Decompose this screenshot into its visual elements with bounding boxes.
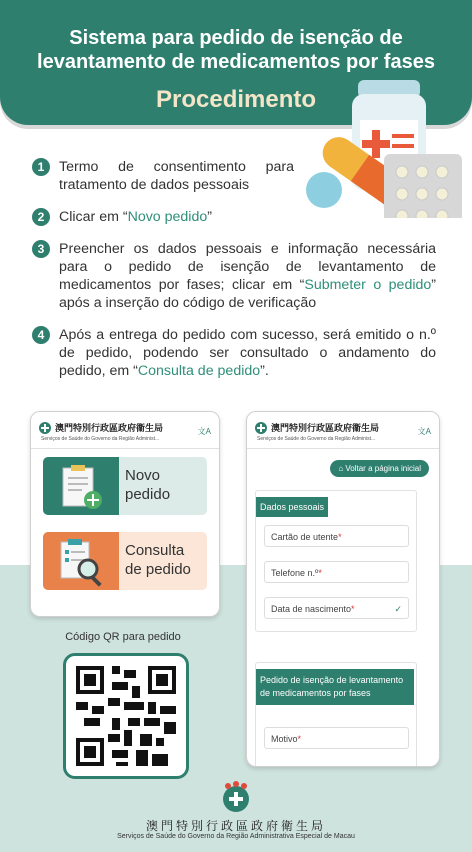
- highlight-consulta: Consulta de pedido: [137, 363, 261, 379]
- new-document-icon: [57, 462, 107, 512]
- highlight-novo-pedido: Novo pedido: [127, 209, 208, 225]
- search-document-icon: [55, 536, 109, 590]
- step-number: 3: [32, 240, 50, 258]
- consulta-pedido-label: Consulta de pedido: [125, 542, 191, 578]
- check-icon: ✓: [394, 604, 402, 614]
- novo-pedido-label: Novo pedido: [125, 467, 171, 503]
- agency-name-pt: Serviços de Saúde do Governo da Região Administ...: [257, 436, 376, 442]
- health-logo-icon: [255, 422, 267, 434]
- novo-pedido-card[interactable]: [43, 457, 207, 515]
- footer-name-pt: Serviços de Saúde do Governo da Região Administrativa Especial de Macau: [117, 833, 355, 840]
- motivo-field[interactable]: Motivo*: [264, 727, 409, 749]
- step-1: 1 Termo de consentimento para tratamento de dados pessoais: [32, 158, 436, 194]
- section-title-pedido: Pedido de isenção de levantamento de medicamentos por fases: [256, 669, 414, 705]
- procedure-subtitle: Procedimento: [155, 86, 317, 113]
- step-number: 2: [32, 208, 50, 226]
- step-number: 4: [32, 326, 50, 344]
- data-nascimento-field[interactable]: Data de nascimento* ✓: [264, 597, 409, 619]
- steps-list: [32, 158, 436, 394]
- phone-mockup-form: [246, 411, 440, 767]
- step-3: 3 Preencher os dados pessoais e informação necessária para o pedido de isenção de levantamento de medicamentos por fases; clicar em “Submeter o pedido” após a inserção do código de verificação: [32, 240, 436, 312]
- step-4: 4 Após a entrega do pedido com sucesso, será emitido o n.º de pedido, podendo ser consultado o andamento do pedido, em “Consulta de pedido”.: [32, 326, 436, 380]
- agency-name-zh: 澳門特別行政區政府衞生局: [271, 423, 380, 433]
- translate-icon[interactable]: 文A: [197, 427, 211, 436]
- page-title: Sistema para pedido de isenção de levantamento de medicamentos por fases: [37, 27, 435, 73]
- request-section: [255, 662, 417, 767]
- qr-code-icon: [76, 666, 176, 766]
- cartao-utente-field[interactable]: Cartão de utente*: [264, 525, 409, 547]
- back-home-button[interactable]: ⌂ Voltar a página inicial: [330, 460, 429, 477]
- personal-data-section: [255, 490, 417, 632]
- phone-mockup-home: [30, 411, 220, 617]
- app-header: [31, 412, 219, 449]
- consulta-pedido-card[interactable]: [43, 532, 207, 590]
- health-bureau-logo-icon: [220, 781, 252, 813]
- step-2: 2 Clicar em “Novo pedido”: [32, 208, 436, 226]
- telefone-field[interactable]: Telefone n.º*: [264, 561, 409, 583]
- app-header: [247, 412, 439, 449]
- translate-icon[interactable]: 文A: [417, 427, 431, 436]
- footer-name-zh: 澳門特別行政區政府衛生局: [145, 819, 326, 833]
- highlight-submeter: Submeter o pedido: [304, 277, 432, 293]
- step-number: 1: [32, 158, 50, 176]
- home-icon: ⌂: [338, 464, 344, 473]
- qr-label: Código QR para pedido: [65, 631, 181, 643]
- health-logo-icon: [39, 422, 51, 434]
- qr-code-frame[interactable]: [63, 653, 189, 779]
- section-title-dados: Dados pessoais: [256, 497, 328, 517]
- agency-name-zh: 澳門特別行政區政府衞生局: [55, 423, 164, 433]
- agency-name-pt: Serviços de Saúde do Governo da Região Administ...: [41, 436, 160, 442]
